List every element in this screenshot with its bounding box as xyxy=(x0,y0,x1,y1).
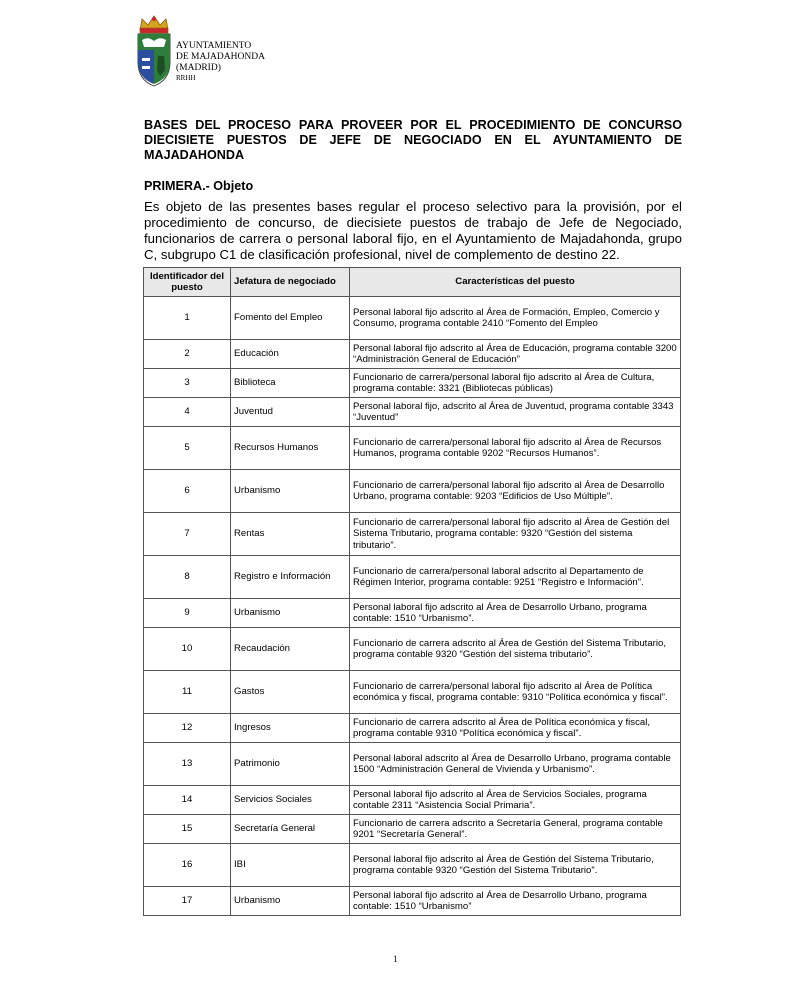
objective-paragraph: Es objeto de las presentes bases regular el proceso selectivo para la provisión, por el procedimiento de concurso, de diecisiete puestos de trabajo de Jefe de Negociado, funcionarios de carrera o personal laboral fijo, en el Ayuntamiento de Majadahonda, grupo C, subgrupo C1 de clasificación profesional, nivel de complemento de destino 22. xyxy=(144,199,682,262)
cell-caracteristicas: Funcionario de carrera adscrito a Secretaría General, programa contable 9201 “Secretaría General”. xyxy=(350,815,681,844)
table-row xyxy=(144,340,681,369)
cell-identificador: 11 xyxy=(144,671,231,714)
cell-caracteristicas: Personal laboral adscrito al Área de Desarrollo Urbano, programa contable 1500 “Administración General de Vivienda y Urbanismo”. xyxy=(350,743,681,786)
department-code: RRHH xyxy=(176,74,196,82)
cell-identificador: 14 xyxy=(144,786,231,815)
cell-caracteristicas: Funcionario de carrera adscrito al Área de Gestión del Sistema Tributario, programa contable 9320 “Gestión del sistema tributario”. xyxy=(350,628,681,671)
section-heading: PRIMERA.- Objeto xyxy=(144,179,254,193)
table-row xyxy=(144,628,681,671)
cell-jefatura: Ingresos xyxy=(231,714,350,743)
column-header-caracteristicas: Características del puesto xyxy=(350,268,681,297)
cell-identificador: 16 xyxy=(144,844,231,887)
cell-caracteristicas: Funcionario de carrera/personal laboral adscrito al Departamento de Régimen Interior, programa contable: 9251 “Registro e Información”. xyxy=(350,556,681,599)
table-row xyxy=(144,470,681,513)
cell-identificador: 4 xyxy=(144,398,231,427)
cell-caracteristicas: Personal laboral fijo adscrito al Área de Servicios Sociales, programa contable 2311 “Asistencia Social Primaria”. xyxy=(350,786,681,815)
cell-jefatura: Urbanismo xyxy=(231,887,350,916)
cell-caracteristicas: Funcionario de carrera/personal laboral fijo adscrito al Área de Política económica y fiscal, programa contable: 9310 “Política económica y fiscal”. xyxy=(350,671,681,714)
cell-jefatura: Urbanismo xyxy=(231,470,350,513)
org-line: AYUNTAMIENTO xyxy=(176,41,252,51)
table-row xyxy=(144,427,681,470)
table-row xyxy=(144,599,681,628)
cell-identificador: 1 xyxy=(144,297,231,340)
positions-table xyxy=(143,267,681,916)
cell-identificador: 3 xyxy=(144,369,231,398)
cell-identificador: 17 xyxy=(144,887,231,916)
cell-identificador: 10 xyxy=(144,628,231,671)
cell-jefatura: Fomento del Empleo xyxy=(231,297,350,340)
cell-caracteristicas: Funcionario de carrera/personal laboral fijo adscrito al Área de Cultura, programa contable: 3321 (Bibliotecas públicas) xyxy=(350,369,681,398)
cell-jefatura: Biblioteca xyxy=(231,369,350,398)
cell-caracteristicas: Personal laboral fijo adscrito al Área de Gestión del Sistema Tributario, programa contable 9320 “Gestión del Sistema Tributario”. xyxy=(350,844,681,887)
cell-jefatura: IBI xyxy=(231,844,350,887)
cell-jefatura: Recursos Humanos xyxy=(231,427,350,470)
table-row xyxy=(144,887,681,916)
letterhead xyxy=(134,14,434,90)
cell-identificador: 2 xyxy=(144,340,231,369)
table-row xyxy=(144,398,681,427)
table-row xyxy=(144,844,681,887)
cell-identificador: 13 xyxy=(144,743,231,786)
cell-identificador: 9 xyxy=(144,599,231,628)
cell-jefatura: Urbanismo xyxy=(231,599,350,628)
table-row xyxy=(144,786,681,815)
page-number: 1 xyxy=(393,954,398,964)
cell-caracteristicas: Funcionario de carrera/personal laboral fijo adscrito al Área de Desarrollo Urbano, programa contable: 9203 “Edificios de Uso Múltiple”. xyxy=(350,470,681,513)
cell-caracteristicas: Personal laboral fijo adscrito al Área de Educación, programa contable 3200 “Administración General de Educación” xyxy=(350,340,681,369)
table-row xyxy=(144,714,681,743)
cell-caracteristicas: Personal laboral fijo adscrito al Área de Desarrollo Urbano, programa contable: 1510 “Urbanismo”. xyxy=(350,599,681,628)
cell-jefatura: Recaudación xyxy=(231,628,350,671)
document-title: BASES DEL PROCESO PARA PROVEER POR EL PROCEDIMIENTO DE CONCURSO DIECISIETE PUESTOS DE JEFE DE NEGOCIADO EN EL AYUNTAMIENTO DE MAJADAHONDA xyxy=(144,118,682,162)
organization-name xyxy=(176,41,265,83)
cell-identificador: 15 xyxy=(144,815,231,844)
cell-caracteristicas: Funcionario de carrera/personal laboral fijo adscrito al Área de Gestión del Sistema Tributario, programa contable: 9320 “Gestión del sistema tributario”. xyxy=(350,513,681,556)
cell-jefatura: Servicios Sociales xyxy=(231,786,350,815)
cell-identificador: 6 xyxy=(144,470,231,513)
coat-of-arms-icon xyxy=(134,14,174,88)
table-header-row xyxy=(144,268,681,297)
table-row xyxy=(144,556,681,599)
cell-identificador: 8 xyxy=(144,556,231,599)
cell-jefatura: Rentas xyxy=(231,513,350,556)
table-row xyxy=(144,513,681,556)
table-row xyxy=(144,815,681,844)
cell-caracteristicas: Funcionario de carrera adscrito al Área de Política económica y fiscal, programa contable 9310 “Política económica y fiscal”. xyxy=(350,714,681,743)
cell-jefatura: Patrimonio xyxy=(231,743,350,786)
cell-jefatura: Registro e Información xyxy=(231,556,350,599)
table-row xyxy=(144,369,681,398)
cell-caracteristicas: Personal laboral fijo adscrito al Área de Formación, Empleo, Comercio y Consumo, programa contable 2410 “Fomento del Empleo xyxy=(350,297,681,340)
cell-caracteristicas: Personal laboral fijo adscrito al Área de Desarrollo Urbano, programa contable: 1510 “Urbanismo” xyxy=(350,887,681,916)
column-header-jefatura: Jefatura de negociado xyxy=(231,268,350,297)
org-line: DE MAJADAHONDA xyxy=(176,52,265,62)
table-row xyxy=(144,743,681,786)
cell-jefatura: Educación xyxy=(231,340,350,369)
cell-jefatura: Gastos xyxy=(231,671,350,714)
cell-identificador: 7 xyxy=(144,513,231,556)
cell-jefatura: Juventud xyxy=(231,398,350,427)
cell-caracteristicas: Funcionario de carrera/personal laboral fijo adscrito al Área de Recursos Humanos, programa contable 9202 “Recursos Humanos”. xyxy=(350,427,681,470)
table-row xyxy=(144,671,681,714)
cell-identificador: 12 xyxy=(144,714,231,743)
cell-caracteristicas: Personal laboral fijo, adscrito al Área de Juventud, programa contable 3343 “Juventud” xyxy=(350,398,681,427)
org-line: (MADRID) xyxy=(176,63,221,73)
cell-jefatura: Secretaría General xyxy=(231,815,350,844)
column-header-identificador: Identificador del puesto xyxy=(144,268,231,297)
table-row xyxy=(144,297,681,340)
cell-identificador: 5 xyxy=(144,427,231,470)
